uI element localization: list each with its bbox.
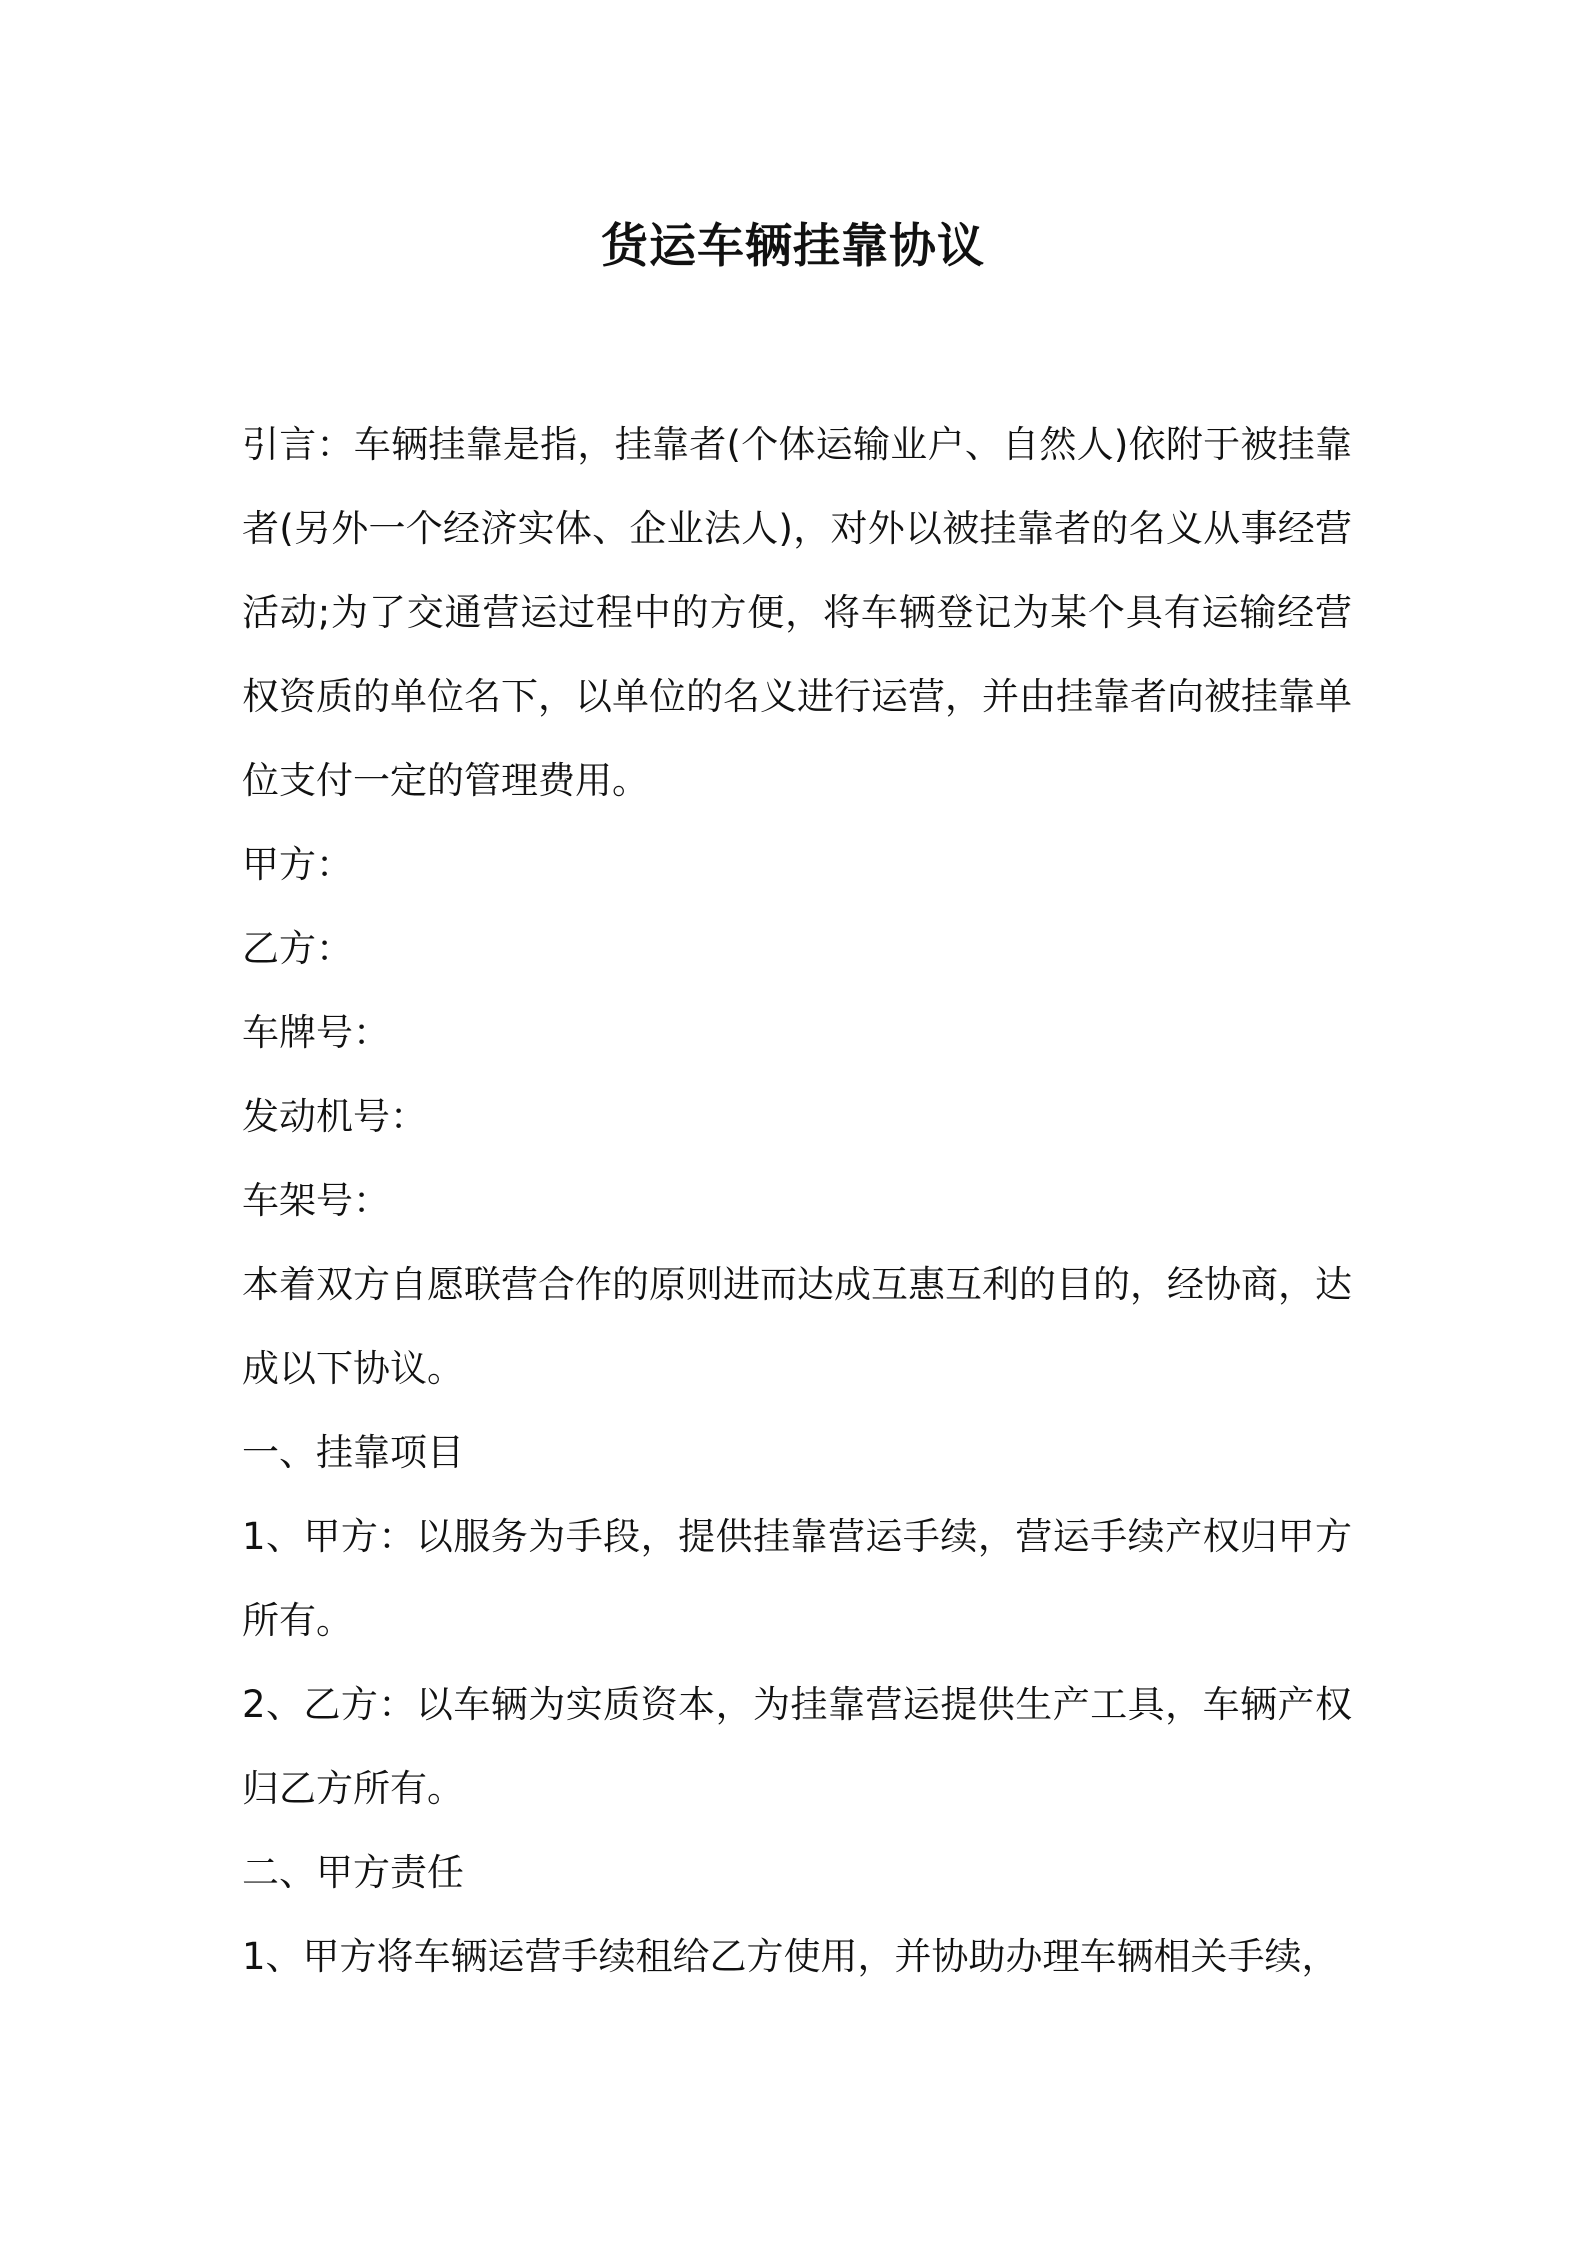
- clause-1-1: 1、甲方：以服务为手段，提供挂靠营运手续，营运手续产权归甲方所有。: [242, 1515, 1352, 1642]
- frame-number-field: 车架号：: [242, 1179, 390, 1222]
- party-b-field: 乙方：: [242, 927, 353, 970]
- section-heading-1: 一、挂靠项目: [242, 1431, 464, 1474]
- document-title: 货运车辆挂靠协议: [601, 219, 985, 274]
- clause-2-1: 1、甲方将车辆运营手续租给乙方使用，并协助办理车辆相关手续，: [242, 1935, 1339, 1978]
- document-body: [242, 403, 1352, 1999]
- plate-number-field: 车牌号：: [242, 1011, 390, 1054]
- clause-1-2: 2、乙方：以车辆为实质资本，为挂靠营运提供生产工具，车辆产权归乙方所有。: [242, 1683, 1352, 1810]
- engine-number-field: 发动机号：: [242, 1095, 427, 1138]
- section-heading-2: 二、甲方责任: [242, 1851, 464, 1894]
- agreement-preamble: 本着双方自愿联营合作的原则进而达成互惠互利的目的，经协商，达成以下协议。: [242, 1263, 1352, 1390]
- party-a-field: 甲方：: [242, 843, 353, 886]
- intro-paragraph: 引言：车辆挂靠是指，挂靠者(个体运输业户、自然人)依附于被挂靠者(另外一个经济实体、企业法人)，对外以被挂靠者的名义从事经营活动;为了交通营运过程中的方便，将车辆登记为某个具有运输经营权资质的单位名下，以单位的名义进行运营，并由挂靠者向被挂靠单位支付一定的管理费用。: [242, 423, 1352, 802]
